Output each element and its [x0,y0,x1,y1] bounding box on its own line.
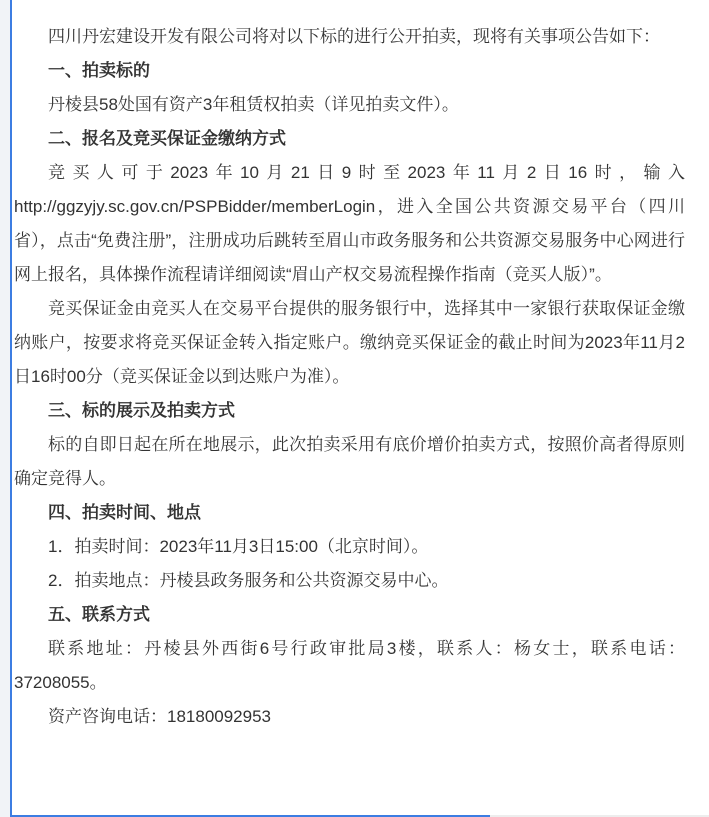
section-2-heading: 二、报名及竞买保证金缴纳方式 [48,129,286,148]
section-5-heading: 五、联系方式 [48,605,150,624]
auction-time-item: 1．拍卖时间：2023年11月3日15:00（北京时间）。 [48,537,429,556]
registration-paragraph: 竞买人可于2023年10月21日9时至2023年11月2日16时，输入http://ggzyjy.sc.gov.cn/PSPBidder/memberLogin，进入全国公共资源交易平台（四川省），点击“免费注册”，注册成功后跳转至眉山市政务服务和公共资源交易服务中心网进行网上报名，具体操作流程请详细阅读“眉山产权交易流程操作指南（竞买人版）”。 [14,163,685,284]
section-1-heading: 一、拍卖标的 [48,61,150,80]
deposit-paragraph: 竞买保证金由竞买人在交易平台提供的服务银行中，选择其中一家银行获取保证金缴纳账户，按要求将竞买保证金转入指定账户。缴纳竞买保证金的截止时间为2023年11月2日16时00分（竞买保证金以到达账户为准）。 [14,299,685,386]
asset-consult-phone-line: 资产咨询电话：18180092953 [48,707,272,726]
display-method-paragraph: 标的自即日起在所在地展示，此次拍卖采用有底价增价拍卖方式，按照价高者得原则确定竞得人。 [14,435,685,488]
section-3-heading: 三、标的展示及拍卖方式 [48,401,235,420]
section-4-heading: 四、拍卖时间、地点 [48,503,201,522]
left-accent-border [10,0,12,817]
auction-place-item: 2．拍卖地点：丹棱县政务服务和公共资源交易中心。 [48,571,449,590]
contact-info-paragraph: 联系地址：丹棱县外西街6号行政审批局3楼，联系人：杨女士，联系电话：37208055。 [14,639,685,692]
intro-paragraph: 四川丹宏建设开发有限公司将对以下标的进行公开拍卖，现将有关事项公告如下： [48,27,660,46]
left-gutter [0,0,10,817]
auction-subject-paragraph: 丹棱县58处国有资产3年租赁权拍卖（详见拍卖文件）。 [48,95,459,114]
announcement-body [14,20,685,734]
